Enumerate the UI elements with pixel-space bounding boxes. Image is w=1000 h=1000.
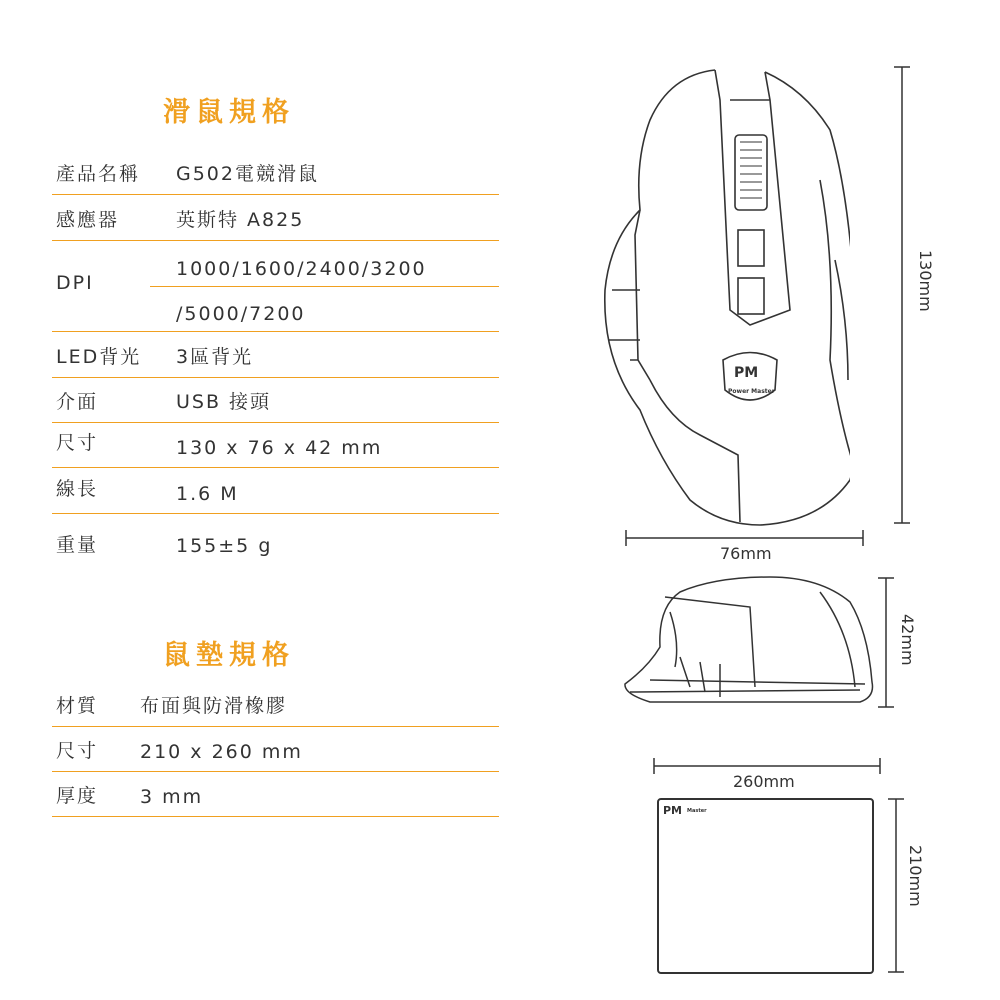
mouse-logo-text: Power Master [728, 388, 775, 395]
mouse-pad [657, 798, 874, 974]
spec-value-dpi: 1000/1600/2400/3200 [176, 258, 427, 280]
dpi-bottom-divider [52, 331, 499, 332]
spec-value-dpi-cont: /5000/7200 [176, 303, 306, 325]
dim-pad-width-label: 260mm [733, 772, 795, 791]
pad-logo-letters: PM [663, 804, 683, 817]
spec-value: USB 接頭 [176, 391, 272, 413]
spec-label: 線長 [56, 478, 99, 500]
spec-label: 尺寸 [56, 740, 99, 762]
spec-label: 介面 [56, 391, 99, 413]
spec-row-product-name [52, 150, 499, 195]
spec-value: 130 x 76 x 42 mm [176, 437, 383, 459]
mouse-specs-title: 滑鼠規格 [163, 97, 295, 128]
mouse-side-view [620, 572, 880, 712]
mouse-logo-letters: PM [734, 365, 759, 381]
dim-pad-height [886, 798, 906, 974]
spec-value-weight: 155±5 g [176, 535, 273, 557]
spec-label-weight: 重量 [56, 534, 99, 556]
dim-mouse-length-label: 130mm [916, 250, 935, 312]
dim-mouse-width-label: 76mm [720, 544, 772, 563]
spec-value: 1.6 M [176, 483, 239, 505]
dim-pad-height-label: 210mm [906, 845, 925, 907]
spec-value: 英斯特 A825 [176, 209, 305, 231]
spec-row-sensor [52, 196, 499, 241]
pad-row-thickness [52, 772, 499, 817]
spec-label: 厚度 [56, 785, 99, 807]
pad-row-material [52, 682, 499, 727]
mouse-top-view [590, 60, 850, 530]
pad-row-size [52, 727, 499, 772]
dpi-divider [150, 286, 499, 287]
spec-label: 材質 [56, 695, 99, 717]
pad-specs-title: 鼠墊規格 [163, 640, 295, 671]
dim-mouse-height-label: 42mm [898, 614, 917, 666]
spec-value: 3 mm [140, 786, 204, 808]
spec-value: 布面與防滑橡膠 [140, 695, 288, 717]
spec-row-interface [52, 378, 499, 423]
dim-mouse-height [876, 577, 896, 709]
spec-value: 3區背光 [176, 346, 254, 368]
spec-label-dpi: DPI [56, 272, 94, 294]
spec-row-size [52, 423, 499, 468]
spec-label: 感應器 [56, 209, 120, 231]
spec-value: 210 x 260 mm [140, 741, 303, 763]
spec-value: G502電競滑鼠 [176, 163, 319, 185]
pad-logo-text: Master [687, 808, 707, 814]
spec-label: LED背光 [56, 346, 142, 368]
spec-label: 尺寸 [56, 432, 99, 454]
spec-row-led [52, 333, 499, 378]
spec-row-cable [52, 469, 499, 514]
dim-mouse-length [892, 66, 912, 526]
spec-label: 產品名稱 [56, 163, 141, 185]
